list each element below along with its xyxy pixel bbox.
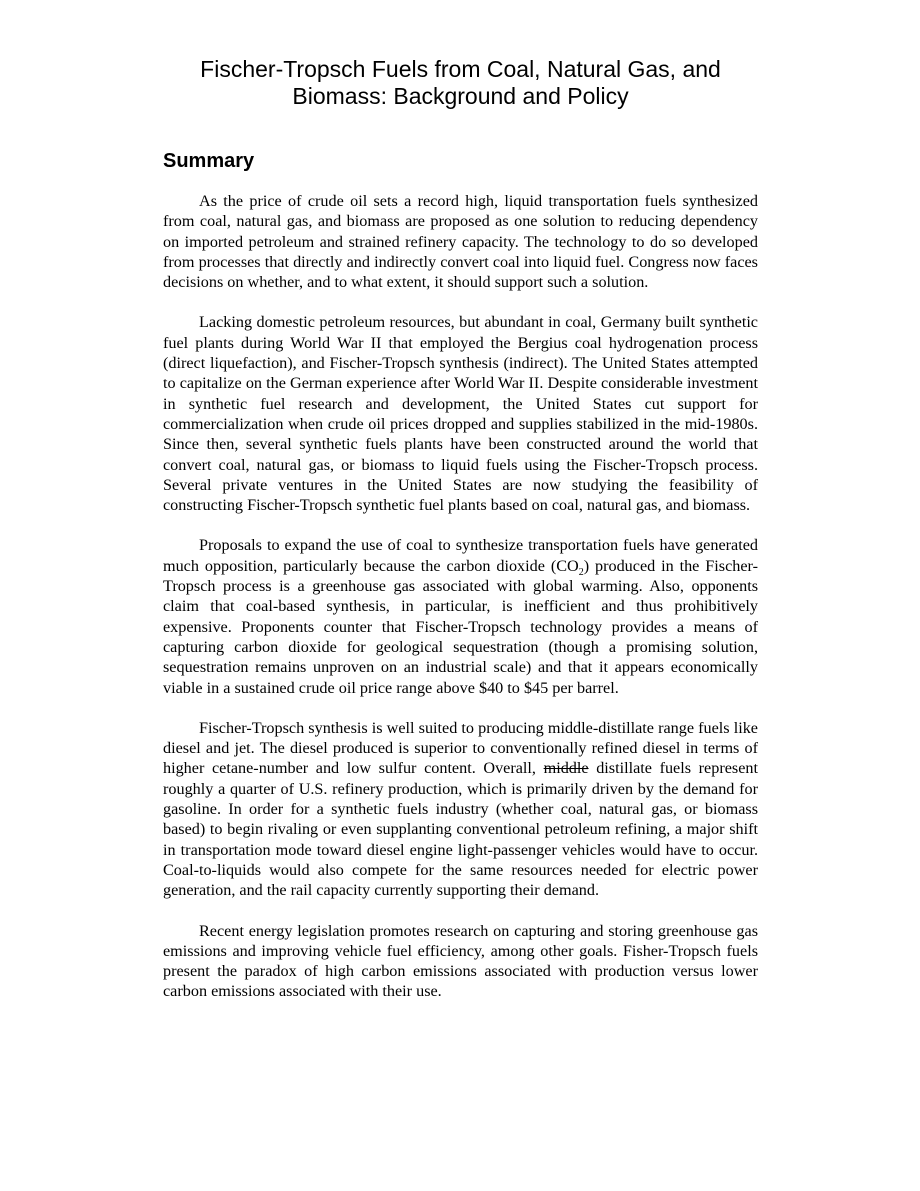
paragraph-3-text-b: ) produced in the Fischer-Tropsch process is a greenhouse gas associated with global warming. Also, opponents claim that coal-based synthesis, in particular, is inefficient and thus prohibitively expensive. Proponents counter that Fischer-Tropsch technology provides a means of capturing carbon dioxide for geological sequestration (though a promising solution, sequestration remains unproven on an industrial scale) and that it appears economically viable in a sustained crude oil price range above $40 to $45 per barrel. xyxy=(163,556,758,697)
document-page xyxy=(163,0,758,1002)
struck-word: middle xyxy=(543,759,589,778)
paragraph-3 xyxy=(163,535,758,697)
paragraph-2: Lacking domestic petroleum resources, but abundant in coal, Germany built synthetic fuel plants during World War II that employed the Bergius coal hydrogenation process (direct liquefaction), and Fischer-Tropsch synthesis (indirect). The United States attempted to capitalize on the German experience after World War II. Despite considerable investment in synthetic fuel research and development, the United States cut support for commercialization when crude oil prices dropped and supplies stabilized in the mid-1980s. Since then, several synthetic fuels plants have been constructed around the world that convert coal, natural gas, or biomass to liquid fuels using the Fischer-Tropsch process. Several private ventures in the United States are now studying the feasibility of constructing Fischer-Tropsch synthetic fuel plants based on coal, natural gas, and biomass. xyxy=(163,313,758,515)
title-line-1: Fischer-Tropsch Fuels from Coal, Natural Gas, and xyxy=(200,56,721,82)
title-line-2: Biomass: Background and Policy xyxy=(292,83,629,109)
page-title xyxy=(163,56,758,110)
section-heading-summary: Summary xyxy=(163,150,255,172)
paragraph-4-text-a: Fischer-Tropsch synthesis is well suited to producing middle-distillate range fuels like diesel and jet. The diesel produced is superior to conventionally refined diesel in terms of higher cetane-number and low sulfur content. Overall, xyxy=(163,718,758,778)
paragraph-3-text-a: Proposals to expand the use of coal to synthesize transportation fuels have generated much opposition, particularly because the carbon dioxide (CO xyxy=(163,536,758,575)
paragraph-4-text-b: distillate fuels represent roughly a quarter of U.S. refinery production, which is primarily driven by the demand for gasoline. In order for a synthetic fuels industry (whether coal, natural gas, or biomass based) to begin rivaling or even supplanting conventional petroleum refining, a major shift in transportation mode toward diesel engine light-passenger vehicles would have to occur. Coal-to-liquids would also compete for the same resources needed for electric power generation, and the rail capacity currently supporting their demand. xyxy=(163,759,758,900)
co2-subscript: 2 xyxy=(578,566,584,578)
paragraph-4 xyxy=(163,718,758,901)
paragraph-5: Recent energy legislation promotes research on capturing and storing greenhouse gas emissions and improving vehicle fuel efficiency, among other goals. Fisher-Tropsch fuels present the paradox of high carbon emissions associated with production versus lower carbon emissions associated with their use. xyxy=(163,921,758,1001)
paragraph-1: As the price of crude oil sets a record high, liquid transportation fuels synthesized from coal, natural gas, and biomass are proposed as one solution to reducing dependency on imported petroleum and strained refinery capacity. The technology to do so developed from processes that directly and indirectly convert coal into liquid fuel. Congress now faces decisions on whether, and to what extent, it should support such a solution. xyxy=(163,192,758,292)
